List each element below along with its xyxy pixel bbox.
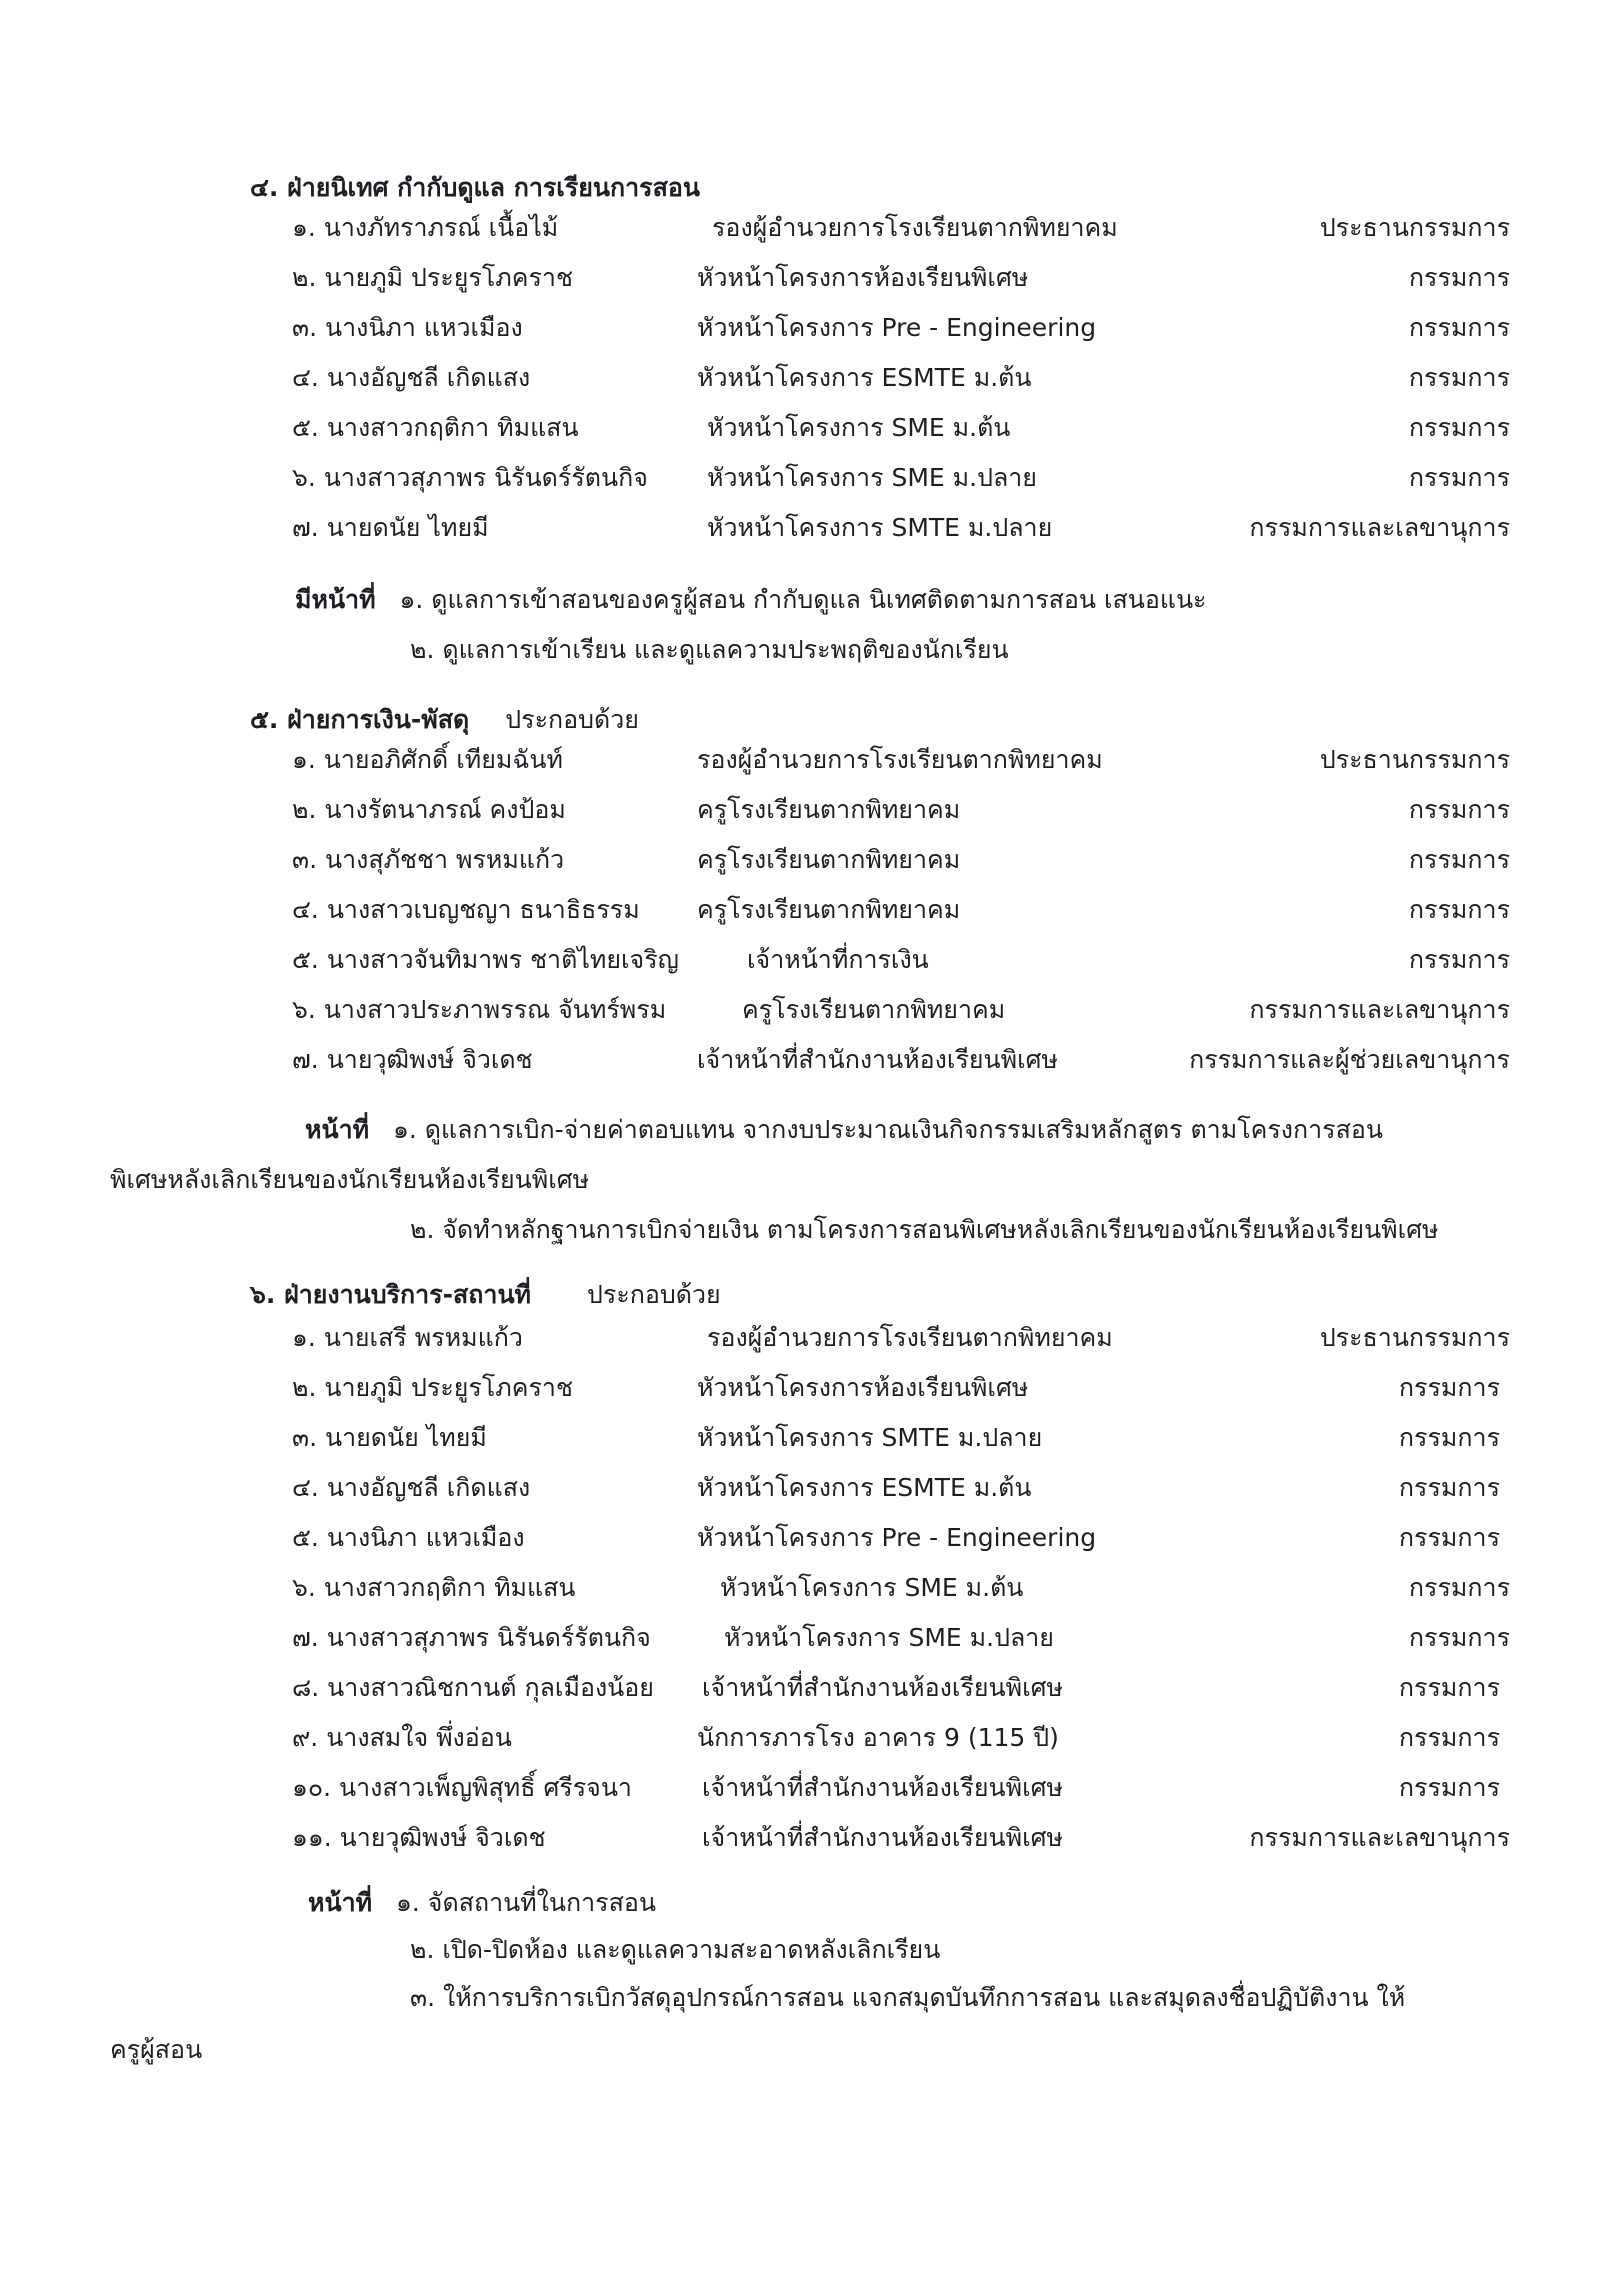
member-role: กรรมการ — [1408, 413, 1510, 442]
section-subtitle: ประกอบด้วย — [505, 705, 639, 734]
committee-row — [292, 208, 1510, 242]
member-role: กรรมการ — [1398, 1723, 1500, 1752]
committee-row — [292, 1518, 1510, 1552]
committee-row — [292, 458, 1510, 492]
member-position: เจ้าหน้าที่สำนักงานห้องเรียนพิเศษ — [697, 1045, 1058, 1074]
committee-row — [292, 1768, 1510, 1802]
member-role: กรรมการ — [1408, 1623, 1510, 1652]
duty-line-continued — [110, 2030, 202, 2070]
duty-text: ๒. จัดทำหลักฐานการเบิกจ่ายเงิน ตามโครงการสอนพิเศษหลังเลิกเรียนของนักเรียนห้องเรียนพิเศษ — [410, 1215, 1439, 1244]
member-name: ๑. นายอภิศักดิ์ เทียมฉันท์ — [292, 745, 563, 774]
member-name: ๑๐. นางสาวเพ็ญพิสุทธิ์ ศรีรจนา — [292, 1773, 632, 1802]
member-position: เจ้าหน้าที่สำนักงานห้องเรียนพิเศษ — [702, 1823, 1063, 1852]
member-position: หัวหน้าโครงการ SMTE ม.ปลาย — [707, 513, 1053, 542]
member-role: กรรมการ — [1398, 1673, 1500, 1702]
member-position: เจ้าหน้าที่สำนักงานห้องเรียนพิเศษ — [702, 1773, 1063, 1802]
committee-row — [292, 308, 1510, 342]
committee-row — [292, 1368, 1510, 1402]
member-role: กรรมการ — [1398, 1773, 1500, 1802]
member-role: กรรมการและผู้ช่วยเลขานุการ — [1189, 1045, 1510, 1074]
duty-text: ๓. ให้การบริการเบิกวัสดุอุปกรณ์การสอน แจกสมุดบันทึกการสอน และสมุดลงชื่อปฏิบัติงาน ให้ — [410, 1983, 1406, 2012]
member-name: ๑. นายเสรี พรหมแก้ว — [292, 1323, 523, 1352]
committee-row — [292, 840, 1510, 874]
member-position: หัวหน้าโครงการ SME ม.ต้น — [720, 1573, 1024, 1602]
member-role: กรรมการ — [1398, 1373, 1500, 1402]
member-role: กรรมการ — [1408, 795, 1510, 824]
member-role: กรรมการและเลขานุการ — [1249, 513, 1510, 542]
section-title: ๕. ฝ่ายการเงิน-พัสดุ — [250, 705, 470, 734]
member-position: หัวหน้าโครงการ ESMTE ม.ต้น — [697, 1473, 1032, 1502]
member-role: กรรมการ — [1398, 1423, 1500, 1452]
duty-line — [308, 1883, 656, 1923]
section-heading — [250, 168, 700, 208]
member-role: กรรมการ — [1408, 845, 1510, 874]
member-name: ๕. นางสาวจันทิมาพร ชาติไทยเจริญ — [292, 945, 679, 974]
section-title: ๔. ฝ่ายนิเทศ กำกับดูแล การเรียนการสอน — [250, 173, 700, 202]
member-role: กรรมการ — [1408, 463, 1510, 492]
member-name: ๔. นางอัญชลี เกิดแสง — [292, 1473, 531, 1502]
member-name: ๖. นางสาวสุภาพร นิรันดร์รัตนกิจ — [292, 463, 648, 492]
member-name: ๑. นางภัทราภรณ์ เนื้อไม้ — [292, 213, 559, 242]
committee-row — [292, 1468, 1510, 1502]
member-name: ๗. นางสาวสุภาพร นิรันดร์รัตนกิจ — [292, 1623, 651, 1652]
committee-row — [292, 940, 1510, 974]
member-name: ๒. นางรัตนาภรณ์ คงป้อม — [292, 795, 566, 824]
committee-row — [292, 790, 1510, 824]
member-position: หัวหน้าโครงการ SME ม.ต้น — [707, 413, 1011, 442]
member-role: ประธานกรรมการ — [1319, 213, 1510, 242]
member-role: กรรมการ — [1408, 263, 1510, 292]
member-position: หัวหน้าโครงการ Pre - Engineering — [697, 313, 1097, 342]
section-subtitle: ประกอบด้วย — [587, 1280, 721, 1309]
member-name: ๔. นางอัญชลี เกิดแสง — [292, 363, 531, 392]
member-role: กรรมการ — [1408, 895, 1510, 924]
member-position: นักการภารโรง อาคาร 9 (115 ปี) — [697, 1723, 1059, 1752]
duty-line — [305, 1110, 1383, 1150]
member-position: หัวหน้าโครงการ SME ม.ปลาย — [724, 1623, 1054, 1652]
member-position: เจ้าหน้าที่สำนักงานห้องเรียนพิเศษ — [702, 1673, 1063, 1702]
section-heading — [250, 700, 639, 740]
committee-row — [292, 508, 1510, 542]
member-name: ๓. นางสุภัชชา พรหมแก้ว — [292, 845, 565, 874]
committee-row — [292, 1668, 1510, 1702]
duty-label: มีหน้าที่ — [295, 585, 376, 614]
committee-row — [292, 1040, 1510, 1074]
member-name: ๒. นายภูมิ ประยูรโภคราช — [292, 1373, 573, 1402]
duty-line — [295, 580, 1206, 620]
committee-row — [292, 740, 1510, 774]
committee-row — [292, 1568, 1510, 1602]
member-position: ครูโรงเรียนตากพิทยาคม — [742, 995, 1006, 1024]
member-role: ประธานกรรมการ — [1319, 1323, 1510, 1352]
member-position: หัวหน้าโครงการ SME ม.ปลาย — [707, 463, 1037, 492]
committee-row — [292, 1318, 1510, 1352]
committee-row — [292, 258, 1510, 292]
committee-row — [292, 1718, 1510, 1752]
duty-text: ๒. เปิด-ปิดห้อง และดูแลความสะอาดหลังเลิกเรียน — [410, 1935, 941, 1964]
committee-row — [292, 1418, 1510, 1452]
member-role: กรรมการ — [1398, 1473, 1500, 1502]
member-name: ๘. นางสาวณิชกานต์ กุลเมืองน้อย — [292, 1673, 654, 1702]
duty-text: ๑. จัดสถานที่ในการสอน — [396, 1888, 656, 1917]
member-name: ๒. นายภูมิ ประยูรโภคราช — [292, 263, 573, 292]
duty-text: ๑. ดูแลการเข้าสอนของครูผู้สอน กำกับดูแล นิเทศติดตามการสอน เสนอแนะ — [399, 585, 1207, 614]
member-position: หัวหน้าโครงการห้องเรียนพิเศษ — [697, 1373, 1029, 1402]
member-position: ครูโรงเรียนตากพิทยาคม — [697, 845, 961, 874]
member-name: ๓. นางนิภา แหวเมือง — [292, 313, 523, 342]
member-role: กรรมการและเลขานุการ — [1249, 1823, 1510, 1852]
member-name: ๗. นายวุฒิพงษ์ จิวเดช — [292, 1045, 533, 1074]
member-name: ๖. นางสาวประภาพรรณ จันทร์พรม — [292, 995, 667, 1024]
duty-line — [410, 630, 1009, 670]
committee-row — [292, 408, 1510, 442]
member-role: ประธานกรรมการ — [1319, 745, 1510, 774]
member-name: ๙. นางสมใจ พึ่งอ่อน — [292, 1723, 512, 1752]
member-role: กรรมการ — [1408, 945, 1510, 974]
member-name: ๗. นายดนัย ไทยมี — [292, 513, 489, 542]
duty-text: ๑. ดูแลการเบิก-จ่ายค่าตอบแทน จากงบประมาณเงินกิจกรรมเสริมหลักสูตร ตามโครงการสอน — [393, 1115, 1383, 1144]
member-position: รองผู้อำนวยการโรงเรียนตากพิทยาคม — [712, 213, 1118, 242]
member-role: กรรมการ — [1408, 363, 1510, 392]
duty-line — [410, 1978, 1405, 2018]
committee-row — [292, 1618, 1510, 1652]
member-role: กรรมการ — [1398, 1523, 1500, 1552]
duty-line-continued — [110, 1160, 589, 1200]
member-name: ๖. นางสาวกฤติกา ทิมแสน — [292, 1573, 576, 1602]
member-name: ๑๑. นายวุฒิพงษ์ จิวเดช — [292, 1823, 546, 1852]
member-position: หัวหน้าโครงการ SMTE ม.ปลาย — [697, 1423, 1043, 1452]
member-position: หัวหน้าโครงการ Pre - Engineering — [697, 1523, 1097, 1552]
committee-row — [292, 358, 1510, 392]
committee-row — [292, 990, 1510, 1024]
section-title: ๖. ฝ่ายงานบริการ-สถานที่ — [250, 1280, 532, 1309]
duty-text: ครูผู้สอน — [110, 2035, 203, 2064]
member-name: ๕. นางนิภา แหวเมือง — [292, 1523, 525, 1552]
member-role: กรรมการ — [1408, 1573, 1510, 1602]
member-name: ๕. นางสาวกฤติกา ทิมแสน — [292, 413, 579, 442]
member-position: หัวหน้าโครงการ ESMTE ม.ต้น — [697, 363, 1032, 392]
duty-label: หน้าที่ — [305, 1115, 370, 1144]
member-position: หัวหน้าโครงการห้องเรียนพิเศษ — [697, 263, 1029, 292]
member-position: เจ้าหน้าที่การเงิน — [747, 945, 929, 974]
member-position: ครูโรงเรียนตากพิทยาคม — [697, 895, 961, 924]
member-position: รองผู้อำนวยการโรงเรียนตากพิทยาคม — [707, 1323, 1113, 1352]
duty-text: พิเศษหลังเลิกเรียนของนักเรียนห้องเรียนพิเศษ — [110, 1165, 590, 1194]
member-role: กรรมการ — [1408, 313, 1510, 342]
duty-line — [410, 1210, 1439, 1250]
committee-row — [292, 890, 1510, 924]
member-role: กรรมการและเลขานุการ — [1249, 995, 1510, 1024]
section-heading — [250, 1275, 721, 1315]
member-position: รองผู้อำนวยการโรงเรียนตากพิทยาคม — [697, 745, 1103, 774]
duty-line — [410, 1930, 940, 1970]
duty-text: ๒. ดูแลการเข้าเรียน และดูแลความประพฤติของนักเรียน — [410, 635, 1009, 664]
member-name: ๔. นางสาวเบญชญา ธนาธิธรรม — [292, 895, 640, 924]
member-name: ๓. นายดนัย ไทยมี — [292, 1423, 487, 1452]
committee-row — [292, 1818, 1510, 1852]
member-position: ครูโรงเรียนตากพิทยาคม — [697, 795, 961, 824]
duty-label: หน้าที่ — [308, 1888, 373, 1917]
